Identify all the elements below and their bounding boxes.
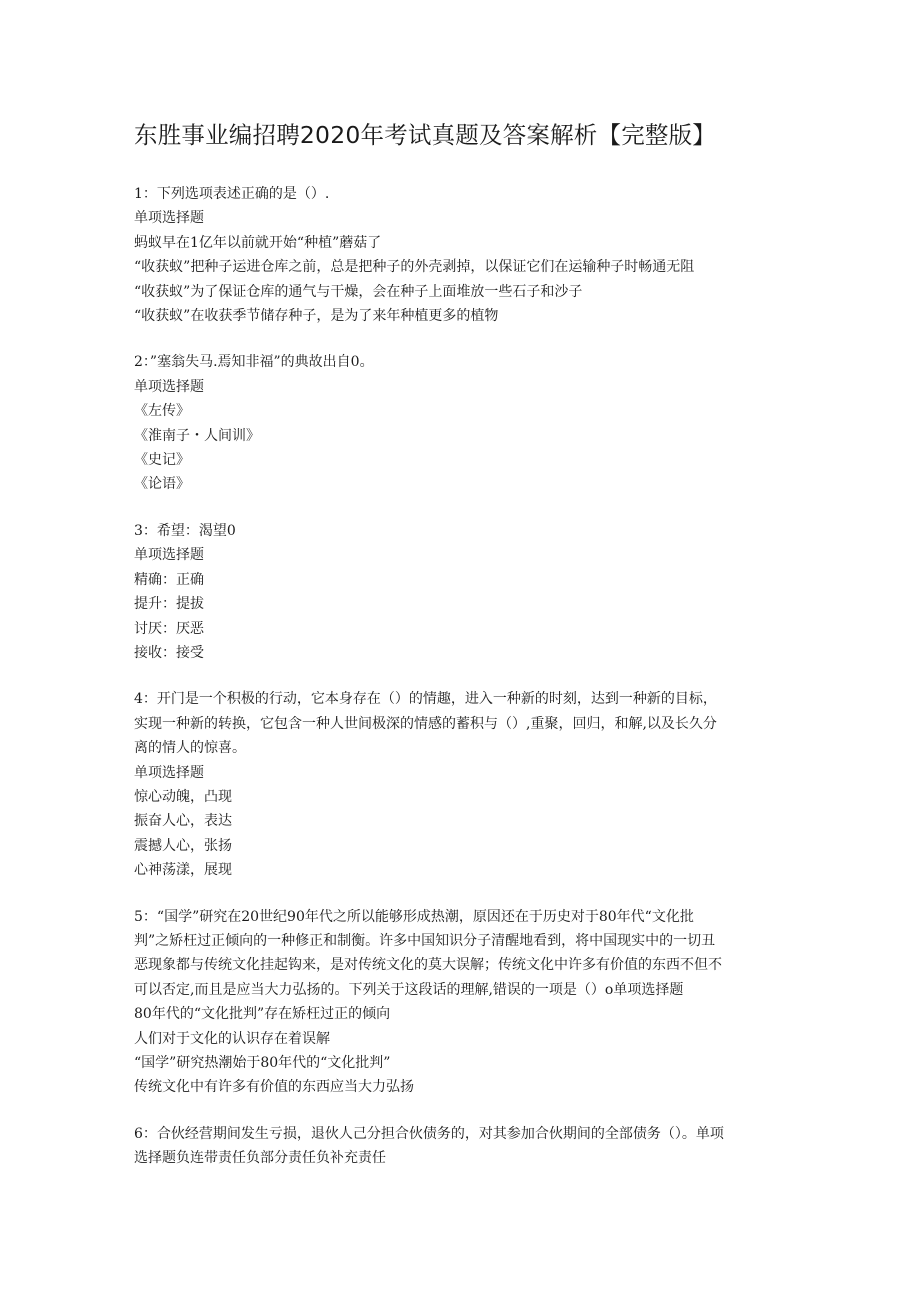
question-stem-line-2: 实现一种新的转换，它包含一种人世间极深的情感的蓄积与（）,重聚，回归，和解,以及长久分 (134, 715, 717, 732)
question-1 (134, 182, 794, 328)
question-stem-line-3: 离的情人的惊喜。 (134, 740, 246, 757)
option-b: 振奋人心，表达 (134, 813, 232, 830)
option-a: 惊心动魄，凸现 (134, 788, 232, 805)
question-2 (134, 350, 794, 496)
question-stem-line-2: 选择题负连带责任负部分责任负补充责任 (134, 1150, 386, 1167)
question-stem-line-3: 恶现象都与传统文化挂起钩来，是对传统文化的莫大误解；传统文化中许多有价值的东西不但不 (134, 957, 722, 974)
document-title: 东胜事业编招聘2020年考试真题及答案解析【完整版】 (134, 121, 717, 149)
option-a: 精确：正确 (134, 571, 204, 588)
question-type: 单项选择题 (134, 210, 204, 227)
option-a: 《左传》 (134, 403, 190, 420)
question-stem-line-4: 可以否定,而且是应当大力弘扬的。下列关于这段话的理解,错误的一项是（）o单项选择题 (134, 981, 684, 998)
option-a: 蚂蚁早在1亿年以前就开始“种植”蘑菇了 (134, 234, 382, 251)
option-c: “收获蚁”为了保证仓库的通气与干燥，会在种子上面堆放一些石子和沙子 (134, 283, 583, 300)
option-c: “国学”研究热潮始于80年代的“文化批判” (134, 1055, 391, 1071)
option-a: 80年代的“文化批判”存在矫枉过正的倾向 (134, 1006, 391, 1023)
option-b: 人们对于文化的认识存在着误解 (134, 1030, 330, 1047)
question-stem-line-2: 判”之矫枉过正倾向的一种修正和制衡。许多中国知识分子清醒地看到，将中国现实中的一切丑 (134, 932, 716, 949)
question-6 (134, 1122, 794, 1171)
question-stem-line-1: 5：“国学”研究在20世纪90年代之所以能够形成热潮，原因还在于历史对于80年代“文化批 (134, 908, 694, 925)
option-d: 《论语》 (134, 476, 190, 493)
option-d: “收获蚁”在收获季节储存种子，是为了来年种植更多的植物 (134, 308, 499, 325)
option-d: 接收：接受 (134, 644, 204, 661)
question-type: 单项选择题 (134, 764, 204, 781)
question-type: 单项选择题 (134, 378, 204, 395)
question-stem: 1：下列选项表述正确的是（）. (134, 186, 330, 202)
question-type: 单项选择题 (134, 547, 204, 564)
question-3 (134, 519, 794, 665)
question-stem-line-1: 6：合伙经营期间发生亏损，退伙人己分担合伙债务的，对其参加合伙期间的全部债务（）。单项 (134, 1125, 724, 1142)
option-d: 心神荡漾，展现 (134, 862, 232, 879)
document-page (134, 118, 794, 1193)
option-c: 《史记》 (134, 452, 190, 469)
option-b: “收获蚁”把种子运进仓库之前，总是把种子的外壳剥掉，以保证它们在运输种子时畅通无阻 (134, 259, 695, 276)
option-c: 震撼人心，张扬 (134, 837, 232, 854)
option-b: 提升：提拔 (134, 596, 204, 613)
option-b: 《淮南子・人间训》 (134, 427, 260, 444)
option-d: 传统文化中有许多有价值的东西应当大力弘扬 (134, 1079, 414, 1096)
question-stem: 2：”塞翁失马.焉知非福”的典故出自0。 (134, 354, 374, 371)
question-stem: 3：希望：渴望0 (134, 522, 236, 539)
question-stem-line-1: 4：开门是一个积极的行动，它本身存在（）的情趣，进入一种新的时刻，达到一种新的目标， (134, 691, 717, 708)
question-4 (134, 687, 794, 882)
question-5 (134, 905, 794, 1100)
option-c: 讨厌：厌恶 (134, 620, 204, 637)
